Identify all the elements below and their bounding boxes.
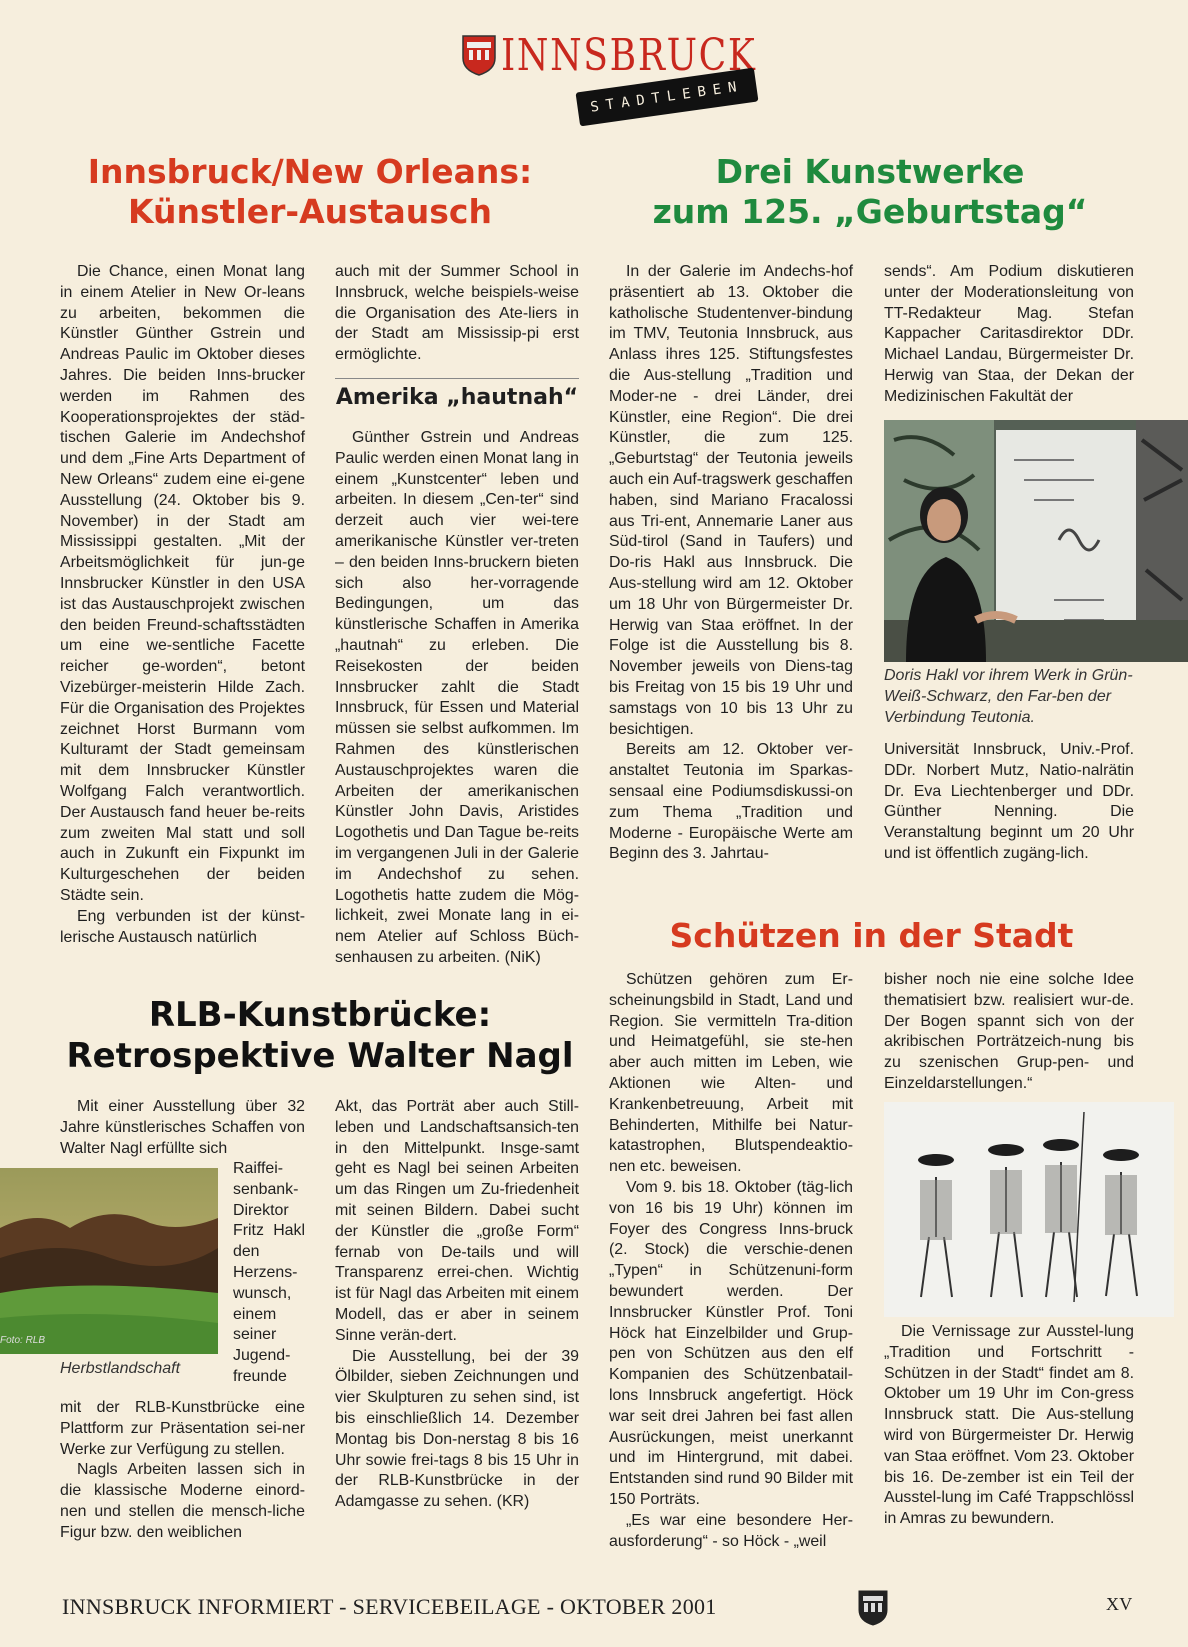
paragraph: Die Ausstellung, bei der 39 Ölbilder, sieben Zeichnungen und vier Skulpturen zu sehen sind, ist bis einschließlich 14. Dezember Montag bis Don-nerstag 8 bis 16 Uhr sowie frei-tags 8 bis 15 Uhr in der RLB-Kunstbrücke in der Adamgasse zu sehen. (KR) xyxy=(335,1347,579,1511)
paragraph: Eng verbunden ist der künst-lerische Austausch natürlich xyxy=(60,907,305,946)
doris-hakl-caption: Doris Hakl vor ihrem Werk in Grün-Weiß-Schwarz, den Far-ben der Verbindung Teutonia. xyxy=(884,667,1133,726)
paragraph: Vom 9. bis 18. Oktober (täg-lich von 16 bis 19 Uhr) können im Foyer des Congress Inns-bruck (2. Stock) die verschie-denen „Typen“ in Schützenuni-form bewundert werden. Der Innsbrucker Künstler Prof. Toni Höck hat Einzelbilder und Grup-pen von Schützen aus den elf Kompanien des Schützenbatail-lons Innsbruck angefertigt. Höck war seit drei Jahren bei fast allen Ausrückungen, meist unerkannt und im Hintergrund, mit dabei. Entstanden sind rund 90 Bilder mit 150 Porträts. xyxy=(609,1178,853,1508)
paragraph: Nagls Arbeiten lassen sich in die klassische Moderne einord-nen und stellen die mensch-liche Figur bzw. den weiblichen xyxy=(60,1461,305,1541)
article1-headline: Innsbruck/New Orleans: Künstler-Austausch xyxy=(87,152,533,231)
herbstlandschaft-caption: Herbstlandschaft xyxy=(60,1360,181,1377)
article3-col1-wrap xyxy=(233,1159,305,1388)
paragraph: In der Galerie im Andechs-hof präsentiert ab 13. Oktober die katholische Studentenver-bindung im TMV, Teutonia Innsbruck, aus Anlass ihres 125. Stiftungsfestes die Aus-stellung „Tradition und Moder-ne - drei Länder, drei Künstler, eine Region“. Die drei Künstler, die zum 125. „Geburtstag“ der Teutonia jeweils auch ein Auf-tragswerk geschaffen haben, sind Mariano Fracalossi aus Tri-ent, Annemarie Laner aus Süd-tirol (Sand in Taufers) und Do-ris Hakl aus Innsbruck. Die Aus-stellung wird am 12. Oktober um 18 Uhr von Bürgermeister Dr. Herwig van Staa eröffnet. In der Folge ist die Ausstellung bis 8. November jeweils von Diens-tag bis Freitag von 15 bis 19 Uhr und samstags von 10 bis 13 Uhr zu besichtigen. xyxy=(609,263,853,738)
paragraph: Die Vernissage zur Ausstel-lung „Tradition und Fortschritt - Schützen in der Stadt“ findet am 8. Oktober um 19 Uhr im Con-gress Innsbruck statt. Die Aus-stellung wird von Bürgermeister Dr. Herwig van Staa eröffnet. Vom 23. Oktober bis 16. De-zember ist ein Teil der Ausstel-lung im Café Trappschlössl in Amras zu bewundern. xyxy=(884,1323,1134,1528)
paragraph: bisher noch nie eine solche Idee thematisiert bzw. realisiert wur-de. Der Bogen spannt sich von der akribischen Porträtzeich-nung bis zu szenischen Grup-pen- und Einzeldarstellungen.“ xyxy=(884,971,1134,1092)
paragraph: Raiffei-senbank-Direktor Fritz Hakl den Herzens-wunsch, einem seiner Jugend-freunde xyxy=(233,1160,305,1385)
city-crest-icon xyxy=(858,1590,888,1626)
article1-col2-body xyxy=(335,428,579,969)
article4-col4-top xyxy=(884,970,1134,1095)
article3-headline: RLB-Kunstbrücke: Retrospektive Walter Nagl xyxy=(66,995,574,1076)
paragraph: Bereits am 12. Oktober ver-anstaltet Teutonia im Sparkas-sensaal eine Podiumsdiskussi-on zum Thema „Tradition und Moderne - Europäische Werte am Beginn des 3. Jahrtau- xyxy=(609,741,853,863)
article4-headline: Schützen in der Stadt xyxy=(669,916,1074,955)
paragraph: Universität Innsbruck, Univ.-Prof. DDr. Norbert Mutz, Natio-nalrätin Dr. Eva Liechtenberger und DDr. Günther Nenning. Die Veranstaltung beginnt um 20 Uhr und ist öffentlich zugäng-lich. xyxy=(884,741,1134,862)
doris-hakl-photo xyxy=(884,420,1188,662)
paragraph: Mit einer Ausstellung über 32 Jahre künstlerisches Schaffen von Walter Nagl erfüllte sich xyxy=(60,1098,305,1157)
city-crest-icon xyxy=(461,34,497,76)
page-number: XV xyxy=(1106,1594,1133,1614)
photo-credit: Foto: RLB xyxy=(0,1335,46,1346)
artwork-photo-image xyxy=(884,420,1188,662)
article1-col1 xyxy=(60,262,305,948)
paragraph: Günther Gstrein und Andreas Paulic werden einen Monat lang in einem „Kunstcenter“ leben und arbeiten. In diesem „Cen-ter“ sind derzeit auch vier wei-tere amerikanische Künstler ver-treten – den beiden Inns-bruckern bieten sich also her-vorragende Bedingungen, um das künstlerische Schaffen in Amerika „hautnah“ zu erleben. Die Reisekosten der beiden Innsbrucker zahlt die Stadt Innsbruck, für Essen und Material müssen sie selbst aufkommen. Im Rahmen des künstlerischen Austauschprojektes waren die Arbeiten der amerikanischen Künstler John Davis, Aristides Logothetis und Dan Tague be-reits im vergangenen Juli in der Galerie im Andechshof zu sehen. Logothetis hatte zudem die Mög-lichkeit, zwei Monate lang in ei-nem Atelier auf Schloss Büch-senhausen zu arbeiten. (NiK) xyxy=(335,429,579,966)
article2-col3 xyxy=(609,262,853,865)
article4-col4-bottom xyxy=(884,1322,1134,1530)
masthead-band: STADTLEBEN xyxy=(576,68,759,127)
article4-col3 xyxy=(609,970,853,1552)
article1-col2 xyxy=(335,262,579,366)
masthead xyxy=(455,28,775,128)
paragraph: auch mit der Summer School in Innsbruck, welche beispiels-weise die Organisation des Ate-liers in der Stadt am Mississip-pi erst ermöglichte. xyxy=(335,263,579,364)
paragraph: Schützen gehören zum Er-scheinungsbild in Stadt, Land und Region. Sie vermitteln Tra-dition und Heimatgefühl, sie ste-hen aber auch mitten im Leben, wie Aktionen wie Alten- und Krankenbetreuung, Arbeit mit Behinderten, Mithilfe bei Natur-katastrophen, Blutspendeaktio-nen etc. beweisen. xyxy=(609,971,853,1176)
paragraph: mit der RLB-Kunstbrücke eine Plattform zur Präsentation sei-ner Werke zur Verfügung zu stellen. xyxy=(60,1399,305,1458)
paragraph: „Es war eine besondere Her-ausforderung“ - so Höck - „weil xyxy=(609,1511,853,1550)
footer-text: INNSBRUCK INFORMIERT - SERVICEBEILAGE - OKTOBER 2001 xyxy=(62,1594,717,1619)
article2-headline: Drei Kunstwerke zum 125. „Geburtstag“ xyxy=(652,152,1088,231)
herbstlandschaft-photo xyxy=(0,1168,218,1354)
article2-col4-bottom xyxy=(884,740,1134,865)
article3-col2 xyxy=(335,1097,579,1513)
schuetzen-sketch-image xyxy=(884,1102,1174,1317)
article2-col4-top xyxy=(884,262,1134,408)
article1-subhead: Amerika „hautnah“ xyxy=(335,378,579,410)
landscape-painting-image xyxy=(0,1168,218,1354)
article3-col1-lead xyxy=(60,1097,305,1159)
article3-col1-rest xyxy=(60,1398,305,1544)
paragraph: Akt, das Porträt aber auch Still-leben und Landschaftsansich-ten in den Mittelpunkt. Insge-samt geht es Nagl bei seinen Arbeiten um das Ringen um Zu-friedenheit mit seinen Bildern. Dabei sucht der Künstler die „große Form“ fernab von De-tails und will Transparenz errei-chen. Wichtig ist für Nagl das Arbeiten mit einem Modell, das er aber in seinem Sinne verän-dert. xyxy=(335,1098,579,1344)
paragraph: Die Chance, einen Monat lang in einem Atelier in New Or-leans zu arbeiten, bekommen die Künstler Günther Gstrein und Andreas Paulic im Oktober dieses Jahres. Die beiden Inns-brucker werden im Rahmen des Kooperationsprojektes der städ-tischen Galerie im Andechshof und dem „Fine Arts Department of New Orleans“ zudem eine ei-gene Ausstellung (24. Oktober bis 9. November) in der Stadt am Mississippi gestalten. „Mit der Arbeitsmöglichkeit für jun-ge Innsbrucker Künstler in den USA ist das Austauschprojekt zwischen den beiden Freund-schaftsstädten um eine we-sentliche Facette reicher ge-worden“, betont Vizebürger-meisterin Hilde Zach. Für die Organisation des Projektes zeichnet Horst Burmann vom Kulturamt der Stadt gemeinsam mit dem Innsbrucker Künstler Wolfgang Falch verantwortlich. Der Austausch fand heuer be-reits zum zweiten Mal statt und soll auch in Zukunft ein Fixpunkt im Kulturgeschehen der beiden Städte sein. xyxy=(60,263,305,904)
schuetzen-drawing xyxy=(884,1102,1174,1317)
paragraph: sends“. Am Podium diskutieren unter der Moderationsleitung von TT-Redakteur Mag. Stefan Kappacher Caritasdirektor DDr. Michael Landau, Bürgermeister Dr. Herwig van Staa, der Dekan der Medizinischen Fakultät der xyxy=(884,263,1134,405)
masthead-title: INNSBRUCK xyxy=(501,30,757,81)
